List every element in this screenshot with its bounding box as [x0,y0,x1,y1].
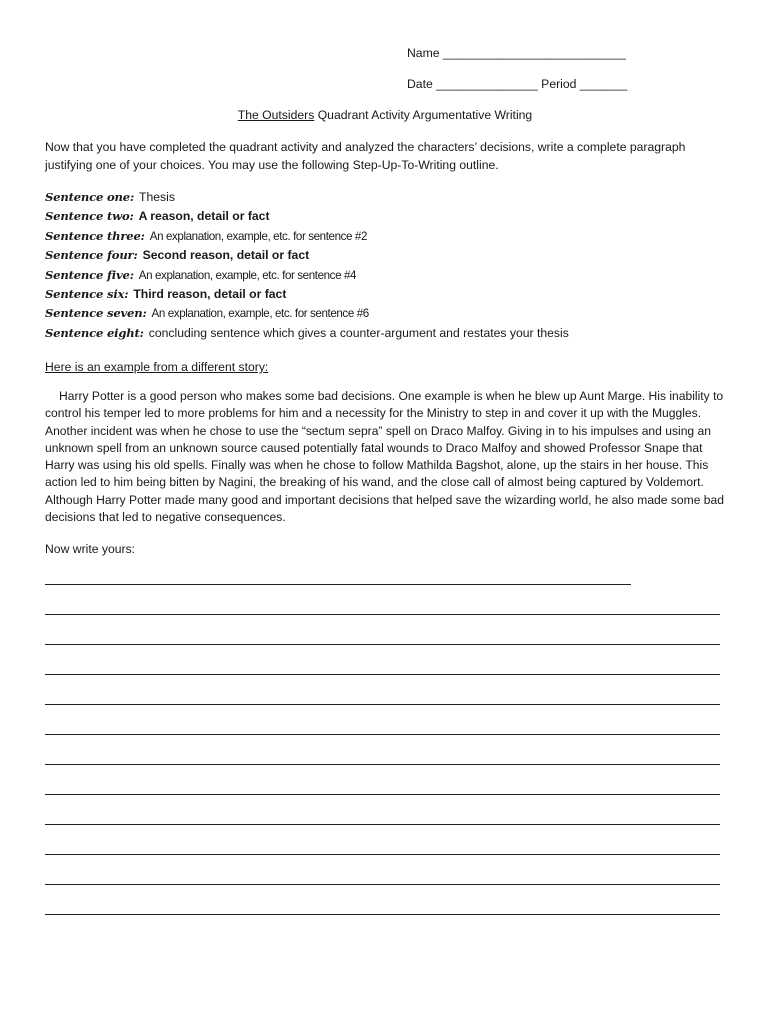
writing-line[interactable] [45,764,720,765]
writing-line[interactable] [45,854,720,855]
worksheet-title [0,108,770,122]
outline-row [45,304,569,323]
writing-line[interactable] [45,914,720,915]
writing-line[interactable] [45,824,720,825]
outline-text: Thesis [139,190,175,204]
step-up-outline [45,188,569,343]
outline-text: Third reason, detail or fact [133,286,287,301]
writing-line[interactable] [45,884,720,885]
instructions-paragraph: Now that you have completed the quadrant activity and analyzed the characters’ decisions, write a complete paragraph justifying one of your choices. You may use the following Step-Up-To-Writing outline. [45,140,686,172]
writing-line[interactable] [45,584,631,585]
outline-row [45,188,569,207]
outline-row [45,207,569,226]
writing-line[interactable] [45,734,720,735]
writing-line[interactable] [45,614,720,615]
outline-text: Second reason, detail or fact [142,248,310,263]
title-rest: Quadrant Activity Argumentative Writing [314,108,533,122]
outline-text: A reason, detail or fact [138,209,270,224]
outline-text: An explanation, example, etc. for sentence #6 [151,307,369,321]
outline-label: Sentence two: [45,209,134,224]
example-heading: Here is an example from a different story: [45,360,269,374]
outline-label: Sentence four: [45,248,138,263]
name-field[interactable]: Name ___________________________ [407,46,626,60]
outline-label: Sentence one: [45,190,135,204]
outline-label: Sentence eight: [45,325,144,340]
outline-text: An explanation, example, etc. for sentence #4 [138,268,357,282]
outline-text: concluding sentence which gives a counter-argument and restates your thesis [148,325,569,340]
writing-line[interactable] [45,644,720,645]
book-title: The Outsiders [237,108,315,122]
outline-label: Sentence seven: [45,306,147,321]
writing-line[interactable] [45,674,720,675]
outline-row [45,227,569,246]
outline-row [45,285,569,304]
outline-text: An explanation, example, etc. for sentence #2 [149,229,367,243]
outline-label: Sentence six: [45,286,129,301]
writing-line[interactable] [45,794,720,795]
outline-row [45,266,569,285]
outline-row [45,324,569,343]
now-write-label: Now write yours: [45,542,136,556]
date-period-field[interactable]: Date _______________ Period _______ [407,77,628,91]
example-paragraph: Harry Potter is a good person who makes some bad decisions. One example is when he blew up Aunt Marge. His inability to control his temper led to more problems for him and a necessity for the Ministry to step in and cover it up with the Muggles. Another incident was when he chose to use the “sectum sepra” spell on Draco Malfoy. Giving in to his impulses and using an unknown spell from an unknown source caused potentially fatal wounds to Draco Malfoy and showed Professor Snape that Harry was using his old spells. Finally was when he chose to follow Mathilda Bagshot, alone, up the stairs in her house. This action led to him being bitten by Nagini, the breaking of his wand, and the close call of almost being captured by Voldemort. Although Harry Potter made many good and important decisions that helped save the wizarding world, he also made some bad decisions that led to negative consequences. [45,389,724,525]
outline-row [45,246,569,265]
outline-label: Sentence five: [45,267,134,282]
writing-line[interactable] [45,704,720,705]
outline-label: Sentence three: [45,228,145,243]
